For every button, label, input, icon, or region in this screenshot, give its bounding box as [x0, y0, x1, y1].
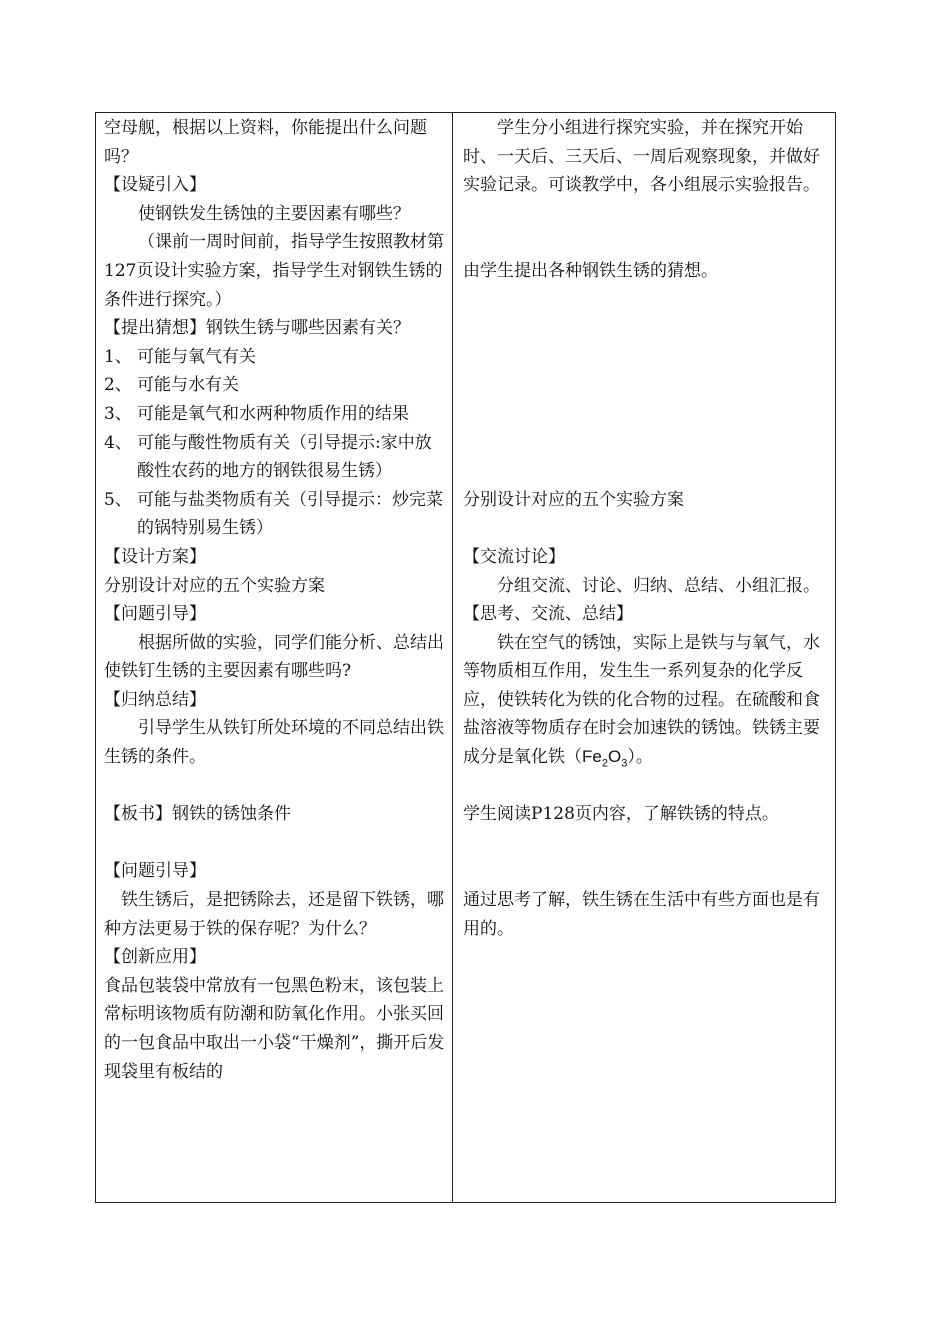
design-text: 分别设计对应的五个实验方案 — [463, 489, 684, 510]
blank-line — [104, 829, 446, 858]
blank-line — [463, 286, 829, 315]
heading-chuangxin: 【创新应用】 — [104, 947, 206, 968]
guess-item — [104, 486, 446, 543]
heading-wenti-2: 【问题引导】 — [104, 861, 206, 882]
blank-line — [463, 514, 829, 543]
sikao-body: 铁在空气的锈蚀，实际上是铁与与氧气，水等物质相互作用，发生生一系列复杂的化学反应，使铁转化为铁的化合物的过程。在硫酸和食盐溶液等物质存在时会加速铁的锈蚀。铁锈主要成分是氧化铁（ — [463, 632, 820, 768]
heading-caixiang: 【提出猜想】钢铁生锈与哪些因素有关？ — [104, 318, 410, 339]
guess-text: 可能是氧气和水两种物质作用的结果 — [137, 403, 409, 424]
guess-number: 2、 — [104, 375, 132, 396]
pre-class-note: （课前一周时间前，指导学生按照教材第127页设计实验方案，指导学生对钢铁生锈的条件进行探究。） — [104, 232, 444, 310]
heading-wenti-1: 【问题引导】 — [104, 604, 206, 625]
jiaoliu-text: 分组交流、讨论、归纳、总结、小组汇报。 — [497, 575, 820, 596]
guess-text: 可能与酸性物质有关（引导提示:家中放酸性农药的地方的钢铁很易生锈） — [137, 432, 432, 482]
formula-fe-sub: 2 — [601, 757, 608, 770]
blank-line — [104, 772, 446, 801]
guess-text: 可能与氧气有关 — [137, 346, 256, 367]
student-activity-column — [463, 114, 829, 943]
blank-line — [463, 371, 829, 400]
teacher-activity-column — [104, 114, 446, 1086]
blank-line — [463, 200, 829, 229]
wenti-2-text: 铁生锈后，是把锈除去，还是留下铁锈，哪种方法更易于铁的保存呢？为什么？ — [104, 890, 444, 939]
blank-line — [463, 429, 829, 458]
heading-banshu: 【板书】钢铁的锈蚀条件 — [104, 804, 291, 825]
chuangxin-text: 食品包装袋中常放有一包黑色粉末，该包装上常标明该物质有防潮和防氧化作用。小张买回的一包食品中取出一小袋“干燥剂”，撕开后发现袋里有板结的 — [104, 975, 445, 1082]
sikao-text — [463, 629, 829, 772]
blank-line — [463, 343, 829, 372]
guess-text: 可能与水有关 — [137, 375, 239, 396]
guina-text: 引导学生从铁钉所处环境的不同总结出铁生锈的条件。 — [104, 718, 444, 768]
heading-guina: 【归纳总结】 — [104, 689, 206, 710]
guess-number: 5、 — [104, 489, 132, 510]
blank-line — [463, 829, 829, 858]
shiyi-text: 使钢铁发生锈蚀的主要因素有哪些？ — [138, 203, 410, 224]
blank-line — [463, 314, 829, 343]
blank-line — [463, 772, 829, 801]
guess-item — [104, 429, 446, 486]
sheji-text: 分别设计对应的五个实验方案 — [104, 575, 325, 596]
guess-number: 4、 — [104, 432, 132, 453]
intro-question: 空母舰，根据以上资料，你能提出什么问题吗？ — [104, 118, 427, 167]
experiment-text: 学生分小组进行探究实验，并在探究开始时、一天后、三天后、一周后观察现象，并做好实验记录。可谈教学中，各小组展示实验报告。 — [463, 118, 820, 196]
heading-sikao: 【思考、交流、总结】 — [463, 604, 633, 625]
usefulness-text: 通过思考了解，铁生锈在生活中有些方面也是有用的。 — [463, 890, 820, 939]
guess-item — [104, 371, 446, 400]
blank-line — [463, 457, 829, 486]
wenti-1-text: 根据所做的实验，同学们能分析、总结出使铁钉生锈的主要因素有哪些吗? — [104, 632, 444, 682]
blank-line — [463, 228, 829, 257]
formula-o-sub: 3 — [621, 757, 628, 770]
heading-sheji: 【设计方案】 — [104, 546, 206, 567]
guess-item — [104, 400, 446, 429]
guess-number: 3、 — [104, 403, 132, 424]
blank-line — [463, 857, 829, 886]
blank-line — [463, 400, 829, 429]
reading-text: 学生阅读P128页内容，了解铁锈的特点。 — [463, 804, 779, 825]
column-divider — [452, 112, 453, 1203]
heading-jiaoliu: 【交流讨论】 — [463, 546, 565, 567]
heading-shiyi: 【设疑引入】 — [104, 175, 206, 196]
guess-item — [104, 343, 446, 372]
iron-oxide-formula — [582, 747, 628, 770]
guess-prompt: 由学生提出各种钢铁生锈的猜想。 — [463, 260, 718, 281]
formula-fe: Fe — [582, 747, 602, 767]
formula-o: O — [607, 747, 622, 767]
guess-number: 1、 — [104, 346, 132, 367]
sikao-end: ）。 — [627, 747, 653, 768]
guess-text: 可能与盐类物质有关（引导提示：炒完菜的锅特别易生锈） — [137, 489, 443, 539]
